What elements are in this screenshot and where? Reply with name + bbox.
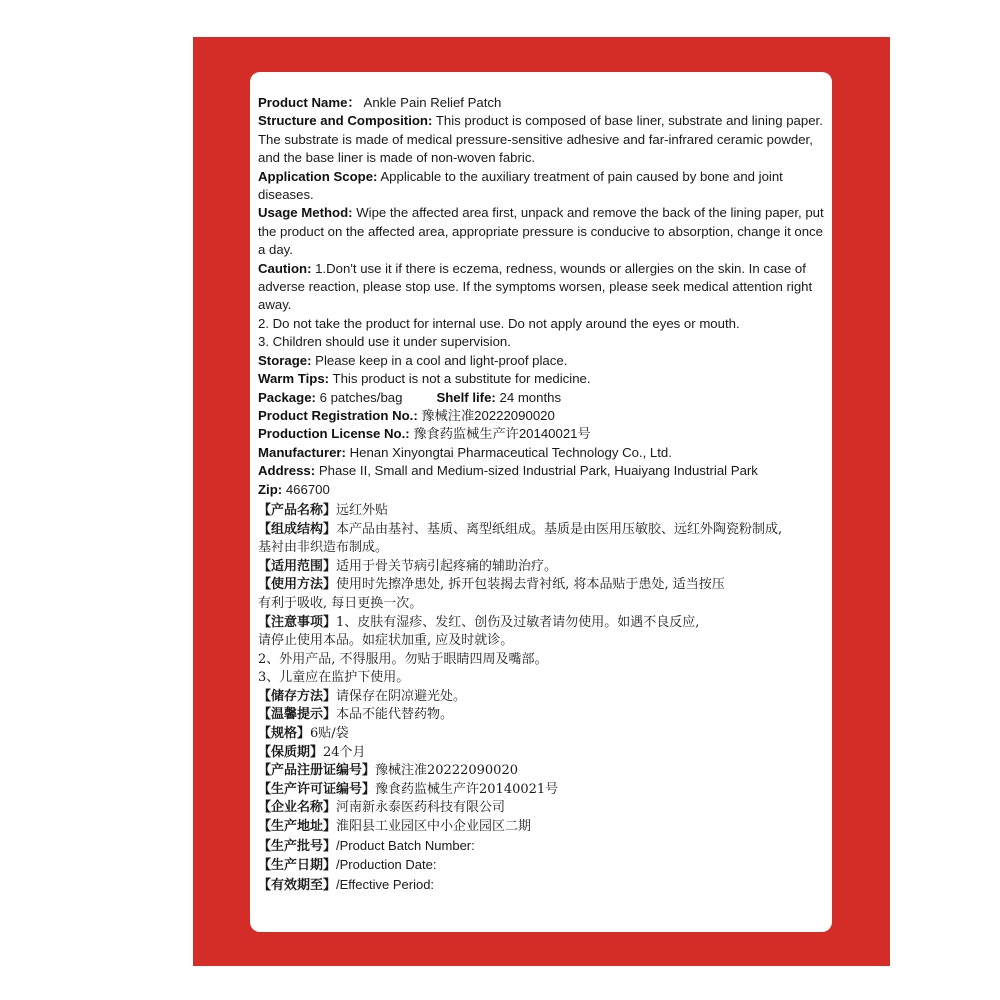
- cn-date-line: 【生产日期】/Production Date:: [258, 857, 437, 874]
- registration-line: Product Registration No.: 豫械注准20222090020: [258, 407, 555, 423]
- zip-line: Zip: 466700: [258, 481, 330, 497]
- english-section: [258, 94, 824, 499]
- cn-address-line: 【生产地址】淮阳县工业园区中小企业园区二期: [258, 819, 532, 835]
- cn-caution-line: 【注意事项】1、皮肤有湿疹、发红、创伤及过敏者请勿使用。如遇不良反应,: [258, 614, 700, 630]
- cn-tips-line: 【温馨提示】本品不能代替药物。: [258, 707, 454, 723]
- warm-tips-line: Warm Tips: This product is not a substitute for medicine.: [258, 371, 591, 387]
- cn-caution-line-3: 2、外用产品, 不得服用。勿贴于眼睛四周及嘴部。: [258, 651, 548, 667]
- cn-expiry-line: 【有效期至】/Effective Period:: [258, 876, 435, 893]
- cn-caution-line-2: 请停止使用本品。如症状加重, 应及时就诊。: [258, 633, 514, 649]
- package-shelf-line: Package: 6 patches/bag Shelf life: 24 months: [258, 389, 562, 405]
- cn-usage-line-2: 有利于吸收, 每日更换一次。: [258, 595, 423, 611]
- caution-line: Caution: 1.Don't use it if there is eczema, redness, wounds or allergies on the skin. In case of adverse reaction, please stop use. If the symptoms worsen, please seek medical attention right away.: [258, 260, 813, 313]
- cn-structure-line: 【组成结构】本产品由基衬、基质、离型纸组成。基质是由医用压敏胶、远红外陶瓷粉制成,: [258, 521, 783, 537]
- cn-caution-line-4: 3、儿童应在监护下使用。: [258, 670, 410, 686]
- caution-3-line: 3. Children should use it under supervision.: [258, 334, 511, 350]
- cn-structure-line-2: 基衬由非织造布制成。: [258, 540, 389, 556]
- cn-spec-line: 【规格】6贴/袋: [258, 726, 349, 742]
- caution-2-line: 2. Do not take the product for internal use. Do not apply around the eyes or mouth.: [258, 315, 740, 331]
- cn-batch-line: 【生产批号】/Product Batch Number:: [258, 837, 475, 854]
- cn-company-line: 【企业名称】河南新永泰医药科技有限公司: [258, 800, 506, 816]
- license-line: Production License No.: 豫食药监械生产许20140021号: [258, 426, 591, 442]
- cn-license-line: 【生产许可证编号】豫食药监械生产许20140021号: [258, 781, 559, 797]
- cn-reg-line: 【产品注册证编号】豫械注准20222090020: [258, 763, 518, 779]
- cn-storage-line: 【储存方法】请保存在阴凉避光处。: [258, 688, 467, 704]
- cn-scope-line: 【适用范围】适用于骨关节病引起疼痛的辅助治疗。: [258, 558, 558, 574]
- scope-line: Application Scope: Applicable to the auxiliary treatment of pain caused by bone and joint diseases.: [258, 168, 783, 203]
- manufacturer-line: Manufacturer: Henan Xinyongtai Pharmaceutical Technology Co., Ltd.: [258, 444, 672, 460]
- label-content: [258, 94, 824, 895]
- usage-line: Usage Method: Wipe the affected area first, unpack and remove the back of the lining paper, put the product on the affected area, appropriate pressure is conducive to absorption, change it once a day.: [258, 205, 824, 258]
- cn-usage-line: 【使用方法】使用时先擦净患处, 拆开包装揭去背衬纸, 将本品贴于患处, 适当按压: [258, 577, 725, 593]
- product-name-line: Product Name： Ankle Pain Relief Patch: [258, 95, 502, 110]
- cn-shelf-line: 【保质期】24个月: [258, 744, 366, 760]
- structure-line: Structure and Composition: This product is composed of base liner, substrate and lining paper. The substrate is made of medical pressure-sensitive adhesive and far-infrared ceramic powder, and the base liner is made of non-woven fabric.: [258, 113, 823, 166]
- cn-name-line: 【产品名称】远红外贴: [258, 502, 389, 518]
- address-line: Address: Phase II, Small and Medium-sized Industrial Park, Huaiyang Industrial Park: [258, 463, 758, 479]
- chinese-section: [258, 502, 824, 895]
- storage-line: Storage: Please keep in a cool and light-proof place.: [258, 352, 568, 368]
